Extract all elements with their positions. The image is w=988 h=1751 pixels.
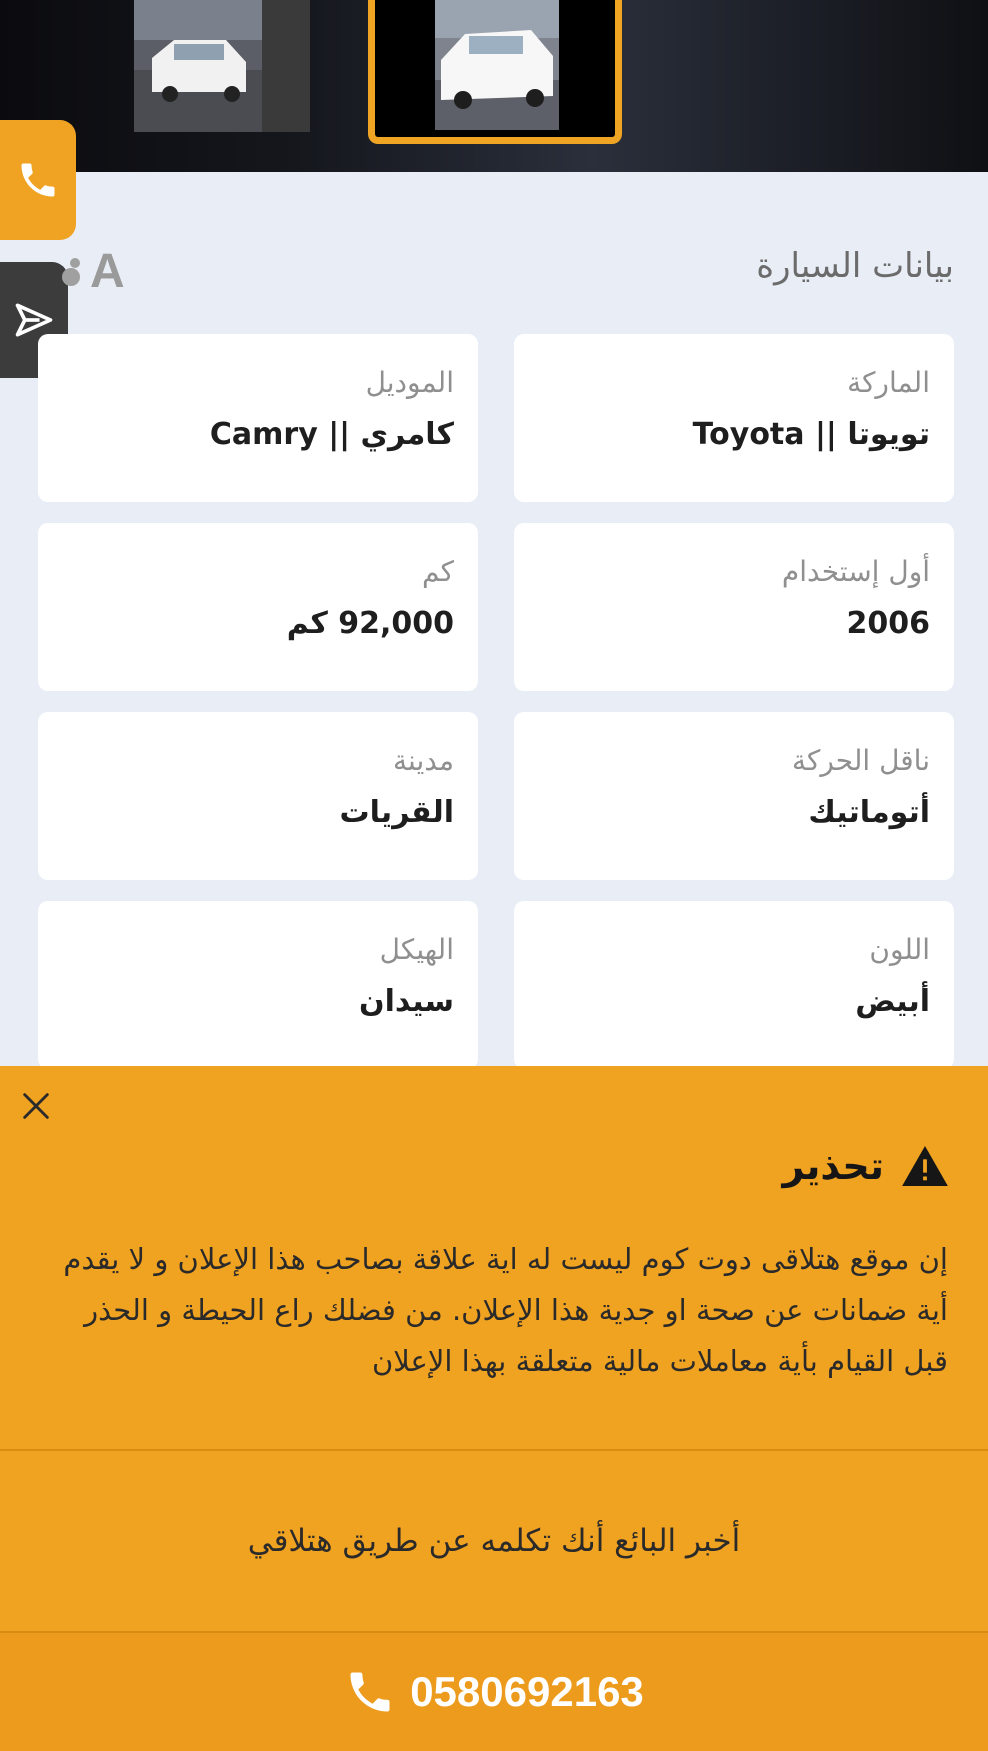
section-title: بيانات السيارة bbox=[756, 246, 954, 286]
spec-card-first-use bbox=[514, 523, 954, 691]
close-button[interactable] bbox=[16, 1086, 56, 1126]
call-floating-button[interactable] bbox=[0, 120, 76, 240]
spec-card-brand bbox=[514, 334, 954, 502]
warning-triangle-icon bbox=[902, 1146, 948, 1186]
image-gallery bbox=[0, 0, 988, 172]
close-icon bbox=[19, 1089, 53, 1123]
spec-card-body bbox=[38, 901, 478, 1069]
car-photo bbox=[134, 0, 262, 132]
spec-label: كم bbox=[422, 555, 454, 588]
spec-value: كامري || Camry bbox=[209, 417, 454, 452]
warning-header bbox=[782, 1144, 948, 1188]
spec-card-model bbox=[38, 334, 478, 502]
warning-title: تحذير bbox=[782, 1144, 884, 1188]
gallery-thumbnail-selected[interactable] bbox=[368, 0, 622, 144]
font-size-tools bbox=[58, 244, 125, 299]
spec-value: أبيض bbox=[855, 984, 930, 1019]
spec-value: القريات bbox=[339, 795, 454, 830]
spec-card-city bbox=[38, 712, 478, 880]
spec-label: الماركة bbox=[847, 366, 930, 399]
spec-value: تويوتا || Toyota bbox=[692, 417, 930, 452]
spec-value: سيدان bbox=[359, 984, 454, 1019]
spec-label: اللون bbox=[869, 933, 930, 966]
spec-label: الموديل bbox=[365, 366, 454, 399]
spec-card-transmission bbox=[514, 712, 954, 880]
spec-value: أتوماتيك bbox=[808, 795, 930, 830]
phone-icon bbox=[16, 158, 60, 202]
phone-number: 0580692163 bbox=[410, 1668, 644, 1715]
spec-label: أول إستخدام bbox=[781, 555, 930, 588]
warning-message: إن موقع هتلاقى دوت كوم ليست له اية علاقة بصاحب هذا الإعلان و لا يقدم أية ضمانات عن صحة او جدية هذا الإعلان. من فضلك راع الحيطة و الحذر قبل القيام بأية معاملات مالية متعلقة بهذا الإعلان bbox=[63, 1242, 948, 1378]
gallery-thumbnail[interactable] bbox=[134, 0, 310, 132]
spec-card-color bbox=[514, 901, 954, 1069]
font-size-button[interactable]: A bbox=[90, 245, 125, 298]
spec-value: 2006 bbox=[846, 606, 930, 641]
call-seller-button[interactable] bbox=[0, 1633, 988, 1751]
spec-label: الهيكل bbox=[379, 933, 454, 966]
spec-label: ناقل الحركة bbox=[792, 744, 930, 777]
car-photo bbox=[435, 0, 559, 130]
tell-seller-text: أخبر البائع أنك تكلمه عن طريق هتلاقي bbox=[247, 1523, 741, 1559]
spec-card-mileage bbox=[38, 523, 478, 691]
font-small-icon[interactable] bbox=[58, 255, 84, 289]
phone-icon bbox=[344, 1666, 396, 1718]
spec-label: مدينة bbox=[393, 744, 454, 777]
spec-value: 92,000 كم bbox=[286, 606, 454, 641]
warning-sheet bbox=[0, 1066, 988, 1751]
